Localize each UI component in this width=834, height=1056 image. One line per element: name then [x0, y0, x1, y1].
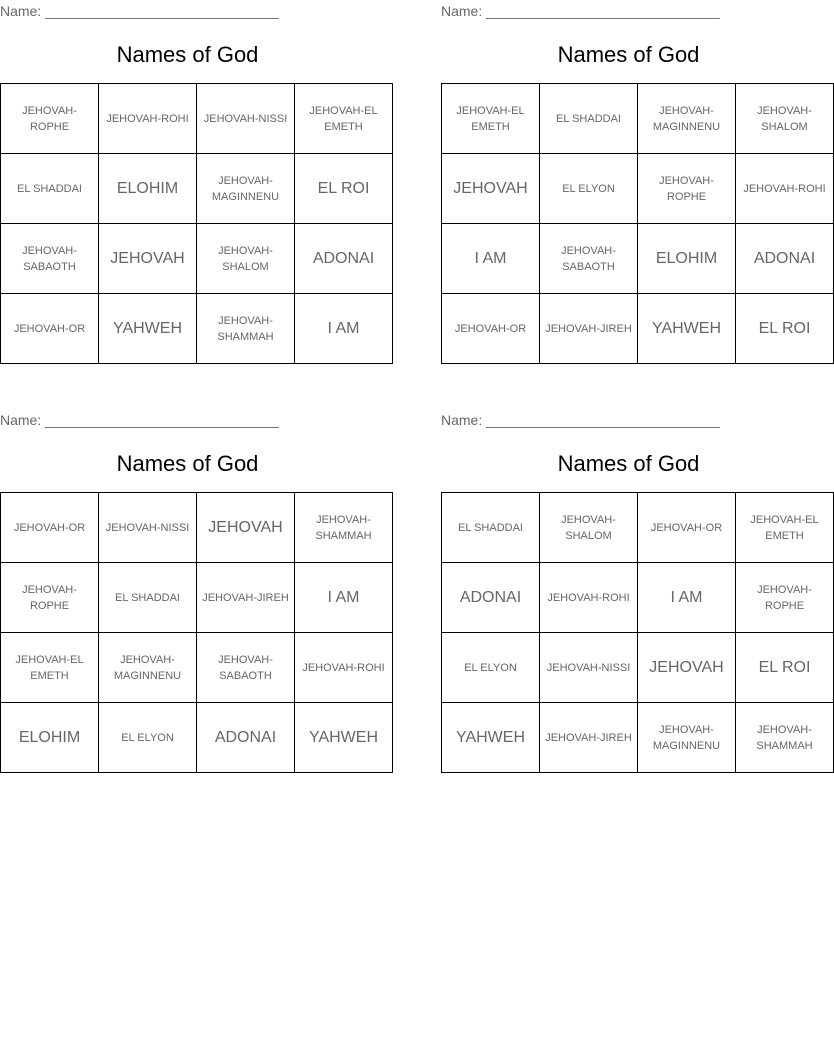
- grid-cell: ADONAI: [442, 563, 540, 633]
- grid-cell: JEHOVAH-JIREH: [540, 294, 638, 364]
- grid-cell: YAHWEH: [442, 703, 540, 773]
- grid-cell: JEHOVAH-MAGINNENU: [638, 84, 736, 154]
- bingo-grid: [0, 492, 393, 773]
- grid-row: [1, 154, 393, 224]
- grid-cell: JEHOVAH-OR: [442, 294, 540, 364]
- grid-cell: YAHWEH: [295, 703, 393, 773]
- name-line: Name: ______________________________: [441, 3, 720, 19]
- grid-cell: EL SHADDAI: [1, 154, 99, 224]
- grid-cell: EL ELYON: [442, 633, 540, 703]
- grid-cell: JEHOVAH-JIREH: [540, 703, 638, 773]
- grid-cell: JEHOVAH-ROPHE: [1, 84, 99, 154]
- grid-cell: EL SHADDAI: [442, 493, 540, 563]
- grid-cell: YAHWEH: [638, 294, 736, 364]
- grid-cell: ADONAI: [197, 703, 295, 773]
- grid-cell: EL ELYON: [540, 154, 638, 224]
- grid-row: [1, 224, 393, 294]
- bingo-grid: [441, 492, 834, 773]
- grid-cell: JEHOVAH-ROPHE: [1, 563, 99, 633]
- grid-cell: JEHOVAH-NISSI: [540, 633, 638, 703]
- bingo-grid: [0, 83, 393, 364]
- grid-cell: JEHOVAH-SHAMMAH: [197, 294, 295, 364]
- grid-cell: I AM: [295, 563, 393, 633]
- grid-cell: JEHOVAH: [638, 633, 736, 703]
- grid-cell: JEHOVAH-MAGINNENU: [99, 633, 197, 703]
- grid-cell: ADONAI: [295, 224, 393, 294]
- grid-row: [1, 633, 393, 703]
- grid-cell: I AM: [295, 294, 393, 364]
- card-title: Names of God: [557, 451, 700, 476]
- grid-cell: YAHWEH: [99, 294, 197, 364]
- grid-cell: JEHOVAH-EL EMETH: [736, 493, 834, 563]
- grid-cell: JEHOVAH: [99, 224, 197, 294]
- grid-cell: JEHOVAH-ROHI: [736, 154, 834, 224]
- grid-row: [442, 493, 834, 563]
- grid-cell: JEHOVAH-JIREH: [197, 563, 295, 633]
- card-title: Names of God: [557, 42, 700, 67]
- grid-row: [1, 563, 393, 633]
- grid-cell: JEHOVAH-ROHI: [540, 563, 638, 633]
- grid-row: [442, 84, 834, 154]
- grid-cell: JEHOVAH: [197, 493, 295, 563]
- grid-row: [1, 294, 393, 364]
- grid-cell: EL SHADDAI: [99, 563, 197, 633]
- grid-cell: JEHOVAH-ROPHE: [638, 154, 736, 224]
- grid-cell: EL ROI: [736, 633, 834, 703]
- grid-cell: EL ELYON: [99, 703, 197, 773]
- grid-cell: JEHOVAH-SABAOTH: [540, 224, 638, 294]
- grid-row: [1, 84, 393, 154]
- grid-cell: I AM: [638, 563, 736, 633]
- grid-row: [442, 294, 834, 364]
- grid-row: [442, 703, 834, 773]
- grid-cell: JEHOVAH-MAGINNENU: [197, 154, 295, 224]
- grid-cell: EL ROI: [295, 154, 393, 224]
- grid-cell: JEHOVAH-ROHI: [99, 84, 197, 154]
- name-line: Name: ______________________________: [441, 412, 720, 428]
- grid-cell: JEHOVAH-NISSI: [197, 84, 295, 154]
- name-line: Name: ______________________________: [0, 3, 279, 19]
- grid-row: [442, 563, 834, 633]
- card-title: Names of God: [116, 451, 259, 476]
- grid-row: [442, 154, 834, 224]
- grid-cell: JEHOVAH-SHAMMAH: [736, 703, 834, 773]
- grid-cell: JEHOVAH-EL EMETH: [295, 84, 393, 154]
- grid-row: [442, 633, 834, 703]
- name-line: Name: ______________________________: [0, 412, 279, 428]
- grid-cell: EL ROI: [736, 294, 834, 364]
- grid-cell: JEHOVAH-SHAMMAH: [295, 493, 393, 563]
- grid-cell: ELOHIM: [1, 703, 99, 773]
- card-title: Names of God: [116, 42, 259, 67]
- grid-cell: ELOHIM: [638, 224, 736, 294]
- grid-row: [1, 493, 393, 563]
- grid-cell: JEHOVAH-SHALOM: [736, 84, 834, 154]
- grid-cell: JEHOVAH-SABAOTH: [1, 224, 99, 294]
- grid-cell: JEHOVAH-NISSI: [99, 493, 197, 563]
- grid-cell: JEHOVAH-ROPHE: [736, 563, 834, 633]
- grid-cell: ADONAI: [736, 224, 834, 294]
- grid-cell: I AM: [442, 224, 540, 294]
- grid-cell: JEHOVAH: [442, 154, 540, 224]
- grid-cell: JEHOVAH-EL EMETH: [442, 84, 540, 154]
- grid-cell: JEHOVAH-ROHI: [295, 633, 393, 703]
- grid-cell: JEHOVAH-MAGINNENU: [638, 703, 736, 773]
- grid-cell: JEHOVAH-SHALOM: [540, 493, 638, 563]
- grid-cell: EL SHADDAI: [540, 84, 638, 154]
- grid-cell: ELOHIM: [99, 154, 197, 224]
- grid-cell: JEHOVAH-OR: [1, 493, 99, 563]
- grid-row: [442, 224, 834, 294]
- grid-cell: JEHOVAH-SABAOTH: [197, 633, 295, 703]
- grid-cell: JEHOVAH-EL EMETH: [1, 633, 99, 703]
- grid-cell: JEHOVAH-OR: [638, 493, 736, 563]
- grid-row: [1, 703, 393, 773]
- grid-cell: JEHOVAH-OR: [1, 294, 99, 364]
- grid-cell: JEHOVAH-SHALOM: [197, 224, 295, 294]
- bingo-grid: [441, 83, 834, 364]
